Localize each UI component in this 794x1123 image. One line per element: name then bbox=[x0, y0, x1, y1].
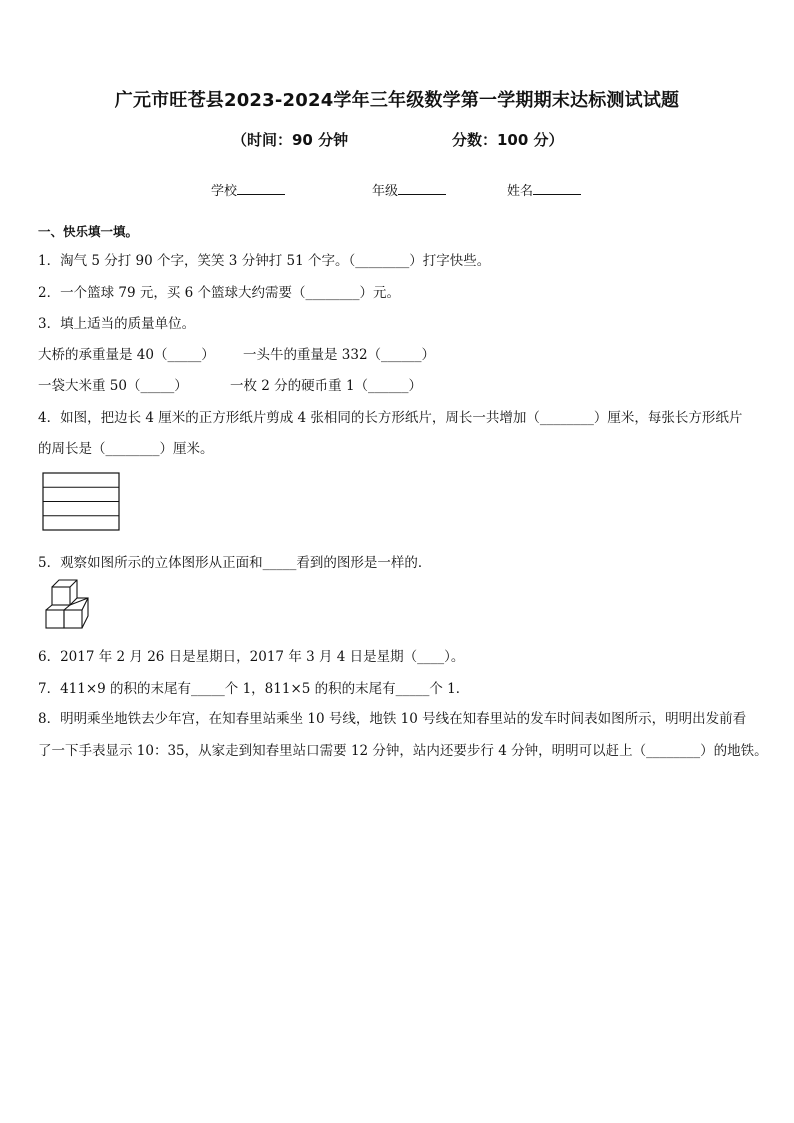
q4-square-strips-figure bbox=[42, 472, 122, 534]
question-3a: 大桥的承重量是 40（_____） bbox=[38, 347, 215, 363]
page-title: 广元市旺苍县2023-2024学年三年级数学第一学期期末达标测试试题 bbox=[114, 90, 680, 111]
cube-bottom-left bbox=[46, 605, 70, 628]
grade-field bbox=[372, 180, 446, 199]
question-8-line2: 了一下手表显示 10：35，从家走到知春里站口需要 12 分钟，站内还要步行 4 分钟，明明可以赶上（________）的地铁。 bbox=[38, 743, 768, 759]
question-6: 6．2017 年 2 月 26 日是星期日，2017 年 3 月 4 日是星期（____）。 bbox=[38, 649, 465, 665]
grade-label: 年级 bbox=[372, 184, 399, 199]
question-4-line2: 的周长是（________）厘米。 bbox=[38, 441, 214, 457]
cube-top bbox=[52, 580, 77, 605]
question-3b: 一头牛的重量是 332（______） bbox=[243, 347, 436, 363]
name-field bbox=[507, 180, 581, 199]
question-5: 5．观察如图所示的立体图形从正面和_____看到的图形是一样的． bbox=[38, 555, 432, 571]
question-2: 2．一个篮球 79 元，买 6 个篮球大约需要（________）元。 bbox=[38, 285, 401, 301]
school-blank[interactable] bbox=[237, 182, 285, 195]
exam-time: （时间：90 分钟 bbox=[232, 131, 349, 149]
question-3: 3．填上适当的质量单位。 bbox=[38, 316, 196, 332]
exam-score: 分数：100 分） bbox=[452, 131, 564, 149]
question-7: 7．411×9 的积的末尾有_____个 1，811×5 的积的末尾有_____个 1． bbox=[38, 681, 470, 697]
school-field bbox=[211, 180, 285, 199]
question-1: 1．淘气 5 分打 90 个字，笑笑 3 分钟打 51 个字。（________）打字快些。 bbox=[38, 253, 491, 269]
question-4-line1: 4．如图，把边长 4 厘米的正方形纸片剪成 4 张相同的长方形纸片，周长一共增加（________）厘米，每张长方形纸片 bbox=[38, 410, 743, 426]
question-3c: 一袋大米重 50（_____） bbox=[38, 378, 188, 394]
q5-cubes-figure bbox=[42, 578, 98, 634]
section-heading: 一、快乐填一填。 bbox=[38, 224, 139, 239]
question-3d: 一枚 2 分的硬币重 1（______） bbox=[230, 378, 423, 394]
question-8-line1: 8．明明乘坐地铁去少年宫，在知春里站乘坐 10 号线，地铁 10 号线在知春里站的发车时间表如图所示，明明出发前看 bbox=[38, 711, 747, 727]
name-blank[interactable] bbox=[533, 182, 581, 195]
cube-bottom-right bbox=[64, 598, 88, 628]
grade-blank[interactable] bbox=[398, 182, 446, 195]
name-label: 姓名 bbox=[507, 184, 534, 199]
school-label: 学校 bbox=[211, 184, 238, 199]
